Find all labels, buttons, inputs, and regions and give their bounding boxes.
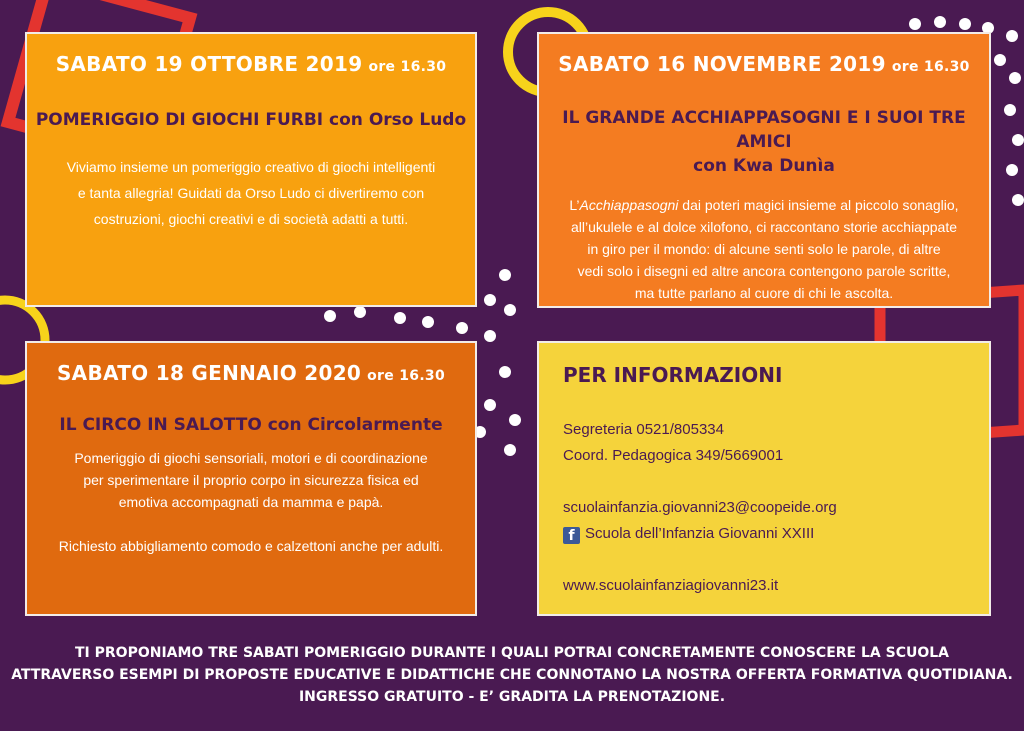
info-title: PER INFORMAZIONI [563, 363, 783, 387]
footer-line: ATTRAVERSO ESEMPI DI PROPOSTE EDUCATIVE E DIDATTICHE CHE CONNOTANO LA NOSTRA OFFERTA FORMATIVA QUOTIDIANA. [11, 667, 1013, 683]
website-link[interactable]: www.scuolainfanziagiovanni23.it [563, 577, 779, 594]
event-note: Richiesto abbigliamento comodo e calzettoni anche per adulti. [58, 538, 444, 554]
event-card-january [25, 341, 477, 616]
event-date-header [539, 52, 989, 76]
event-description-line: e tanta allegria! Guidati da Orso Ludo ci divertiremo con [77, 185, 425, 201]
event-date-header [27, 361, 475, 385]
coordination-phone[interactable]: Coord. Pedagogica 349/5669001 [563, 447, 784, 464]
spacer [539, 469, 989, 495]
spacer [37, 513, 465, 535]
facebook-icon: f [563, 527, 580, 544]
facebook-link[interactable] [563, 521, 989, 547]
text-prefix: L’ [569, 197, 580, 213]
event-description-line: Viviamo insieme un pomeriggio creativo di giochi intelligenti [66, 159, 436, 175]
event-title [539, 106, 989, 178]
footer-line: TI PROPONIAMO TRE SABATI POMERIGGIO DURANTE I QUALI POTRAI CONCRETAMENTE CONOSCERE LA SCUOLA [75, 645, 949, 661]
facebook-label: Scuola dell’Infanzia Giovanni XXIII [585, 525, 815, 542]
event-title-line: con Kwa Dunìa [693, 156, 835, 176]
event-date: SABATO 19 OTTOBRE 2019 [55, 52, 363, 76]
event-description [27, 154, 475, 232]
event-description-line: in giro per il mondo: di alcune senti solo le parole, di altre [587, 241, 941, 257]
event-description-line: Pomeriggio di giochi sensoriali, motori e di coordinazione [74, 450, 428, 466]
text-rest: dai poteri magici insieme al piccolo sonaglio, [678, 197, 959, 213]
event-title: POMERIGGIO DI GIOCHI FURBI con Orso Ludo [35, 110, 467, 130]
event-description-line: vedi solo i disegni ed altre ancora contengono parole scritte, [577, 263, 951, 279]
event-time: ore 16.30 [367, 368, 446, 384]
event-title: IL CIRCO IN SALOTTO con Circolarmente [59, 415, 443, 435]
segreteria-phone[interactable]: Segreteria 0521/805334 [563, 421, 724, 438]
event-time: ore 16.30 [368, 59, 447, 75]
event-description-line: ma tutte parlano al cuore di chi le ascolta. [634, 285, 894, 301]
spacer [539, 387, 989, 417]
spacer [539, 547, 989, 573]
event-card-october [25, 32, 477, 307]
event-time: ore 16.30 [891, 59, 970, 75]
event-description-line: emotiva accompagnati da mamma e papà. [118, 494, 384, 510]
event-description-line: costruzioni, giochi creativi e di società adatti a tutti. [93, 211, 409, 227]
email-link[interactable]: scuolainfanzia.giovanni23@coopeide.org [563, 499, 837, 516]
footer-text [0, 642, 1024, 708]
event-date: SABATO 18 GENNAIO 2020 [56, 361, 362, 385]
event-description-line: all’ukulele e al dolce xilofono, ci raccontano storie acchiappate [570, 219, 957, 235]
event-date: SABATO 16 NOVEMBRE 2019 [558, 52, 886, 76]
event-description [539, 194, 989, 304]
info-card [537, 341, 991, 616]
event-title-line: IL GRANDE ACCHIAPPASOGNI E I SUOI TRE AMICI [562, 108, 966, 152]
event-card-november [537, 32, 991, 308]
event-description [27, 447, 475, 557]
italic-term: Acchiappasogni [579, 197, 679, 213]
event-date-header [27, 52, 475, 76]
footer-line: INGRESSO GRATUITO - E’ GRADITA LA PRENOTAZIONE. [298, 689, 726, 705]
event-description-line [549, 194, 979, 216]
event-description-line: per sperimentare il proprio corpo in sicurezza fisica ed [83, 472, 419, 488]
